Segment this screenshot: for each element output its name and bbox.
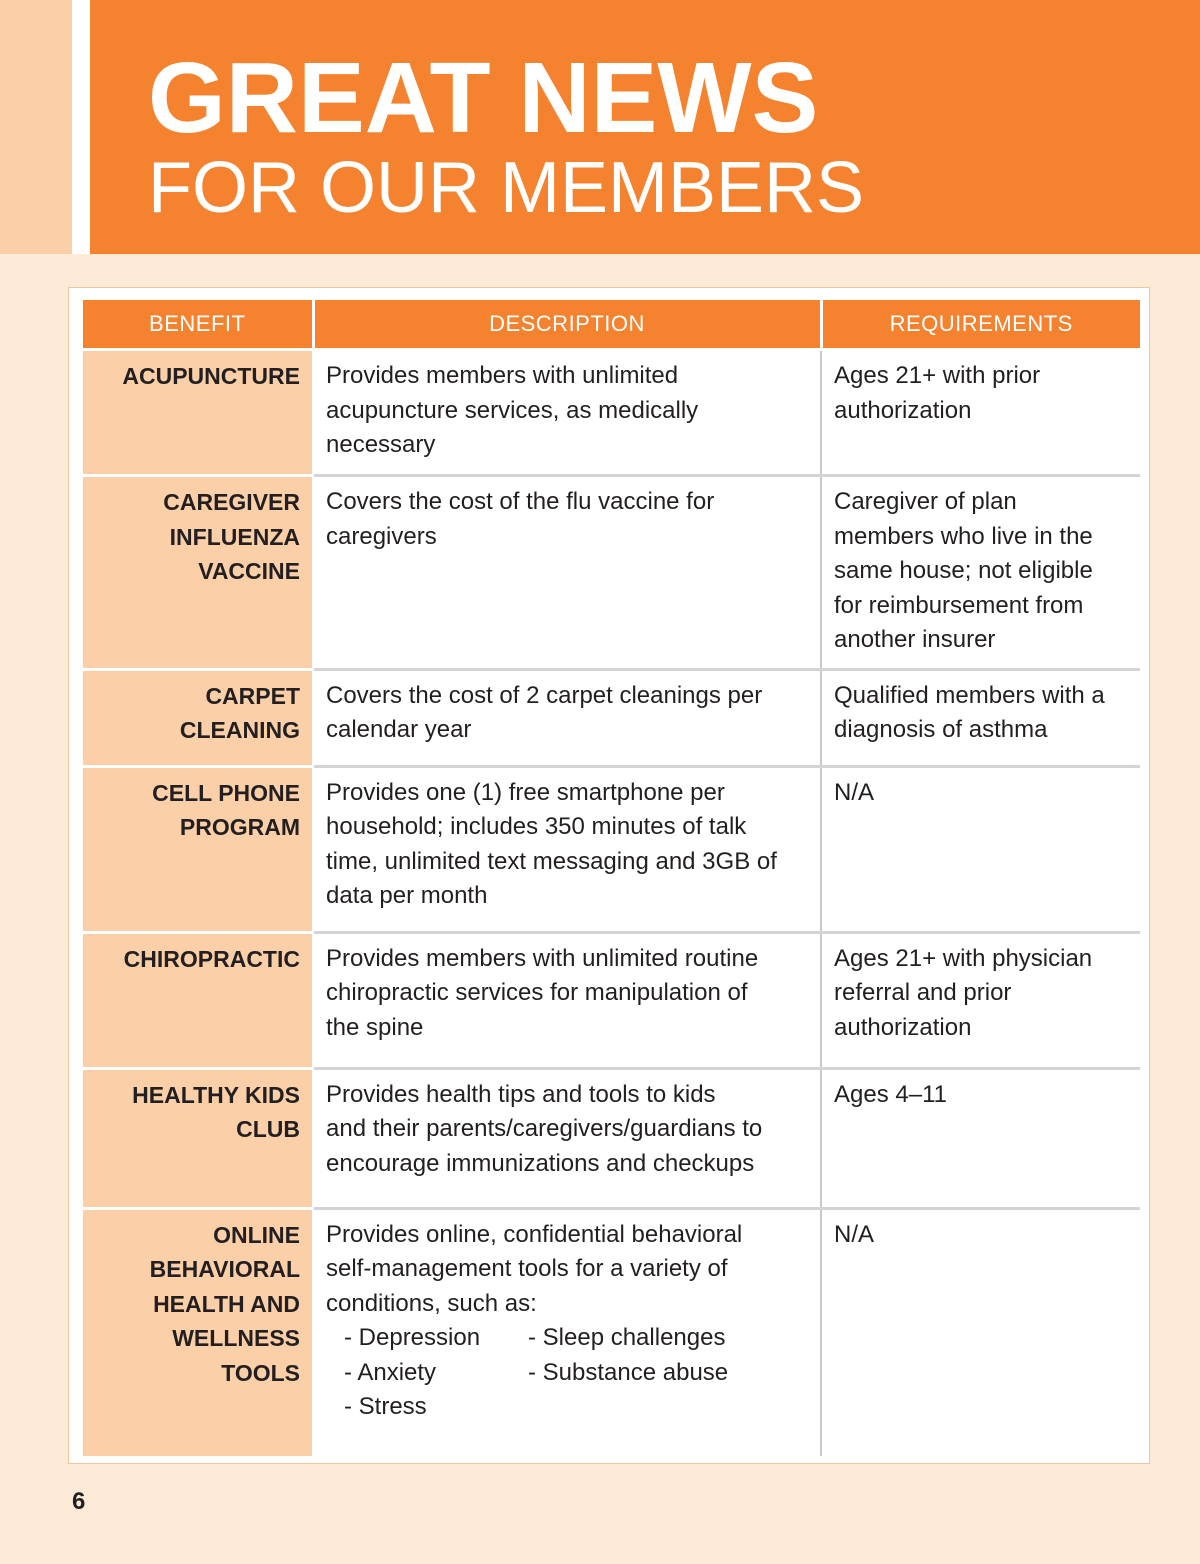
- benefit-name-line: CAREGIVER: [163, 489, 300, 515]
- description-line: caregivers: [326, 522, 437, 550]
- requirement-line: same house; not eligible: [834, 557, 1093, 584]
- requirement-line: diagnosis of asthma: [834, 716, 1048, 743]
- requirement-line: members who live in the: [834, 522, 1093, 550]
- benefit-name: [83, 1068, 313, 1208]
- description-line: time, unlimited text messaging and 3GB of: [326, 847, 777, 875]
- condition-list: [344, 1321, 810, 1425]
- benefit-requirements: [821, 350, 1140, 476]
- condition-item: - Stress: [344, 1393, 427, 1420]
- requirement-line: authorization: [834, 1013, 972, 1041]
- condition-item: - Sleep challenges: [528, 1324, 726, 1351]
- benefit-name: [83, 476, 313, 670]
- benefit-name: [83, 766, 313, 932]
- accent-divider: [72, 0, 90, 254]
- description-line: chiropractic services for manipulation of: [326, 979, 748, 1006]
- requirement-line: Caregiver of plan: [834, 488, 1017, 515]
- benefit-name: [83, 669, 313, 766]
- benefit-name-line: CELL PHONE: [152, 779, 300, 806]
- description-line: calendar year: [326, 716, 472, 743]
- benefit-description: [313, 1208, 821, 1456]
- benefit-name-line: CARPET: [205, 682, 300, 709]
- benefit-description: [313, 669, 821, 766]
- requirement-line: for reimbursement from: [834, 591, 1084, 619]
- benefit-name-line: BEHAVIORAL: [149, 1256, 300, 1282]
- page-number: 6: [72, 1488, 86, 1515]
- benefit-description: [313, 766, 821, 932]
- benefit-name-line: TOOLS: [221, 1359, 300, 1386]
- description-line: Provides members with unlimited: [326, 362, 679, 389]
- description-line: acupuncture services, as medically: [326, 396, 699, 424]
- description-line: household; includes 350 minutes of talk: [326, 813, 747, 840]
- benefit-requirements: [821, 1208, 1140, 1456]
- benefit-name-line: CLUB: [236, 1116, 300, 1142]
- description-line: Provides one (1) free smartphone per: [326, 778, 725, 806]
- benefit-name-line: HEALTH AND: [153, 1290, 300, 1317]
- description-line: self-management tools for a variety of: [326, 1255, 728, 1282]
- requirement-line: Qualified members with a: [834, 681, 1105, 709]
- description-line: Provides health tips and tools to kids: [326, 1080, 716, 1108]
- table-row: [83, 932, 1140, 1068]
- requirement-line: referral and prior: [834, 979, 1012, 1006]
- benefit-description: [313, 932, 821, 1068]
- description-line: data per month: [326, 882, 488, 909]
- description-line: conditions, such as:: [326, 1289, 537, 1317]
- table-row: [83, 350, 1140, 476]
- benefit-requirements: [821, 932, 1140, 1068]
- requirement-line: Ages 4–11: [834, 1080, 947, 1108]
- table-row: [83, 766, 1140, 932]
- condition-item: - Substance abuse: [528, 1358, 729, 1386]
- table-header-row: [83, 300, 1140, 350]
- table-row: [83, 1208, 1140, 1456]
- page-subtitle: FOR OUR MEMBERS: [148, 148, 865, 228]
- description-line: Covers the cost of the flu vaccine for: [326, 488, 715, 515]
- requirement-line: N/A: [834, 778, 875, 806]
- benefit-name-line: INFLUENZA: [169, 523, 300, 550]
- benefit-requirements: [821, 766, 1140, 932]
- benefit-name: [83, 932, 313, 1068]
- description-line: Provides members with unlimited routine: [326, 944, 759, 972]
- requirement-line: N/A: [834, 1220, 875, 1248]
- requirement-line: Ages 21+ with prior: [834, 362, 1041, 389]
- page-title: GREAT NEWS: [148, 42, 819, 154]
- header-description: DESCRIPTION: [313, 300, 821, 350]
- table-row: [83, 1068, 1140, 1208]
- description-line: Covers the cost of 2 carpet cleanings per: [326, 681, 763, 709]
- benefit-name: [83, 1208, 313, 1456]
- benefit-name-line: ONLINE: [213, 1221, 300, 1248]
- left-accent-band: [0, 0, 72, 254]
- benefit-name: [83, 350, 313, 476]
- benefit-requirements: [821, 1068, 1140, 1208]
- condition-item: - Anxiety: [344, 1358, 437, 1386]
- requirement-line: another insurer: [834, 626, 996, 653]
- description-line: the spine: [326, 1013, 424, 1041]
- benefit-name-line: CLEANING: [179, 717, 300, 743]
- benefits-table: [83, 300, 1140, 1456]
- description-line: encourage immunizations and checkups: [326, 1149, 755, 1177]
- benefit-requirements: [821, 669, 1140, 766]
- requirement-line: Ages 21+ with physician: [834, 944, 1093, 972]
- requirement-line: authorization: [834, 396, 972, 424]
- benefit-name-line: VACCINE: [198, 558, 300, 584]
- benefit-name-line: ACUPUNCTURE: [122, 363, 300, 389]
- benefit-description: [313, 1068, 821, 1208]
- benefit-name-line: CHIROPRACTIC: [123, 945, 300, 972]
- condition-item: - Depression: [344, 1324, 481, 1351]
- benefit-name-line: WELLNESS: [172, 1325, 300, 1351]
- table-row: [83, 476, 1140, 670]
- benefit-name-line: HEALTHY KIDS: [132, 1081, 300, 1108]
- description-line: Provides online, confidential behavioral: [326, 1220, 743, 1248]
- header-benefit: BENEFIT: [83, 300, 313, 350]
- benefit-name-line: PROGRAM: [179, 814, 300, 840]
- description-line: necessary: [326, 431, 436, 458]
- benefit-requirements: [821, 476, 1140, 670]
- table-row: [83, 669, 1140, 766]
- benefit-description: [313, 476, 821, 670]
- header-requirements: REQUIREMENTS: [821, 300, 1140, 350]
- description-line: and their parents/caregivers/guardians to: [326, 1115, 763, 1142]
- benefit-description: [313, 350, 821, 476]
